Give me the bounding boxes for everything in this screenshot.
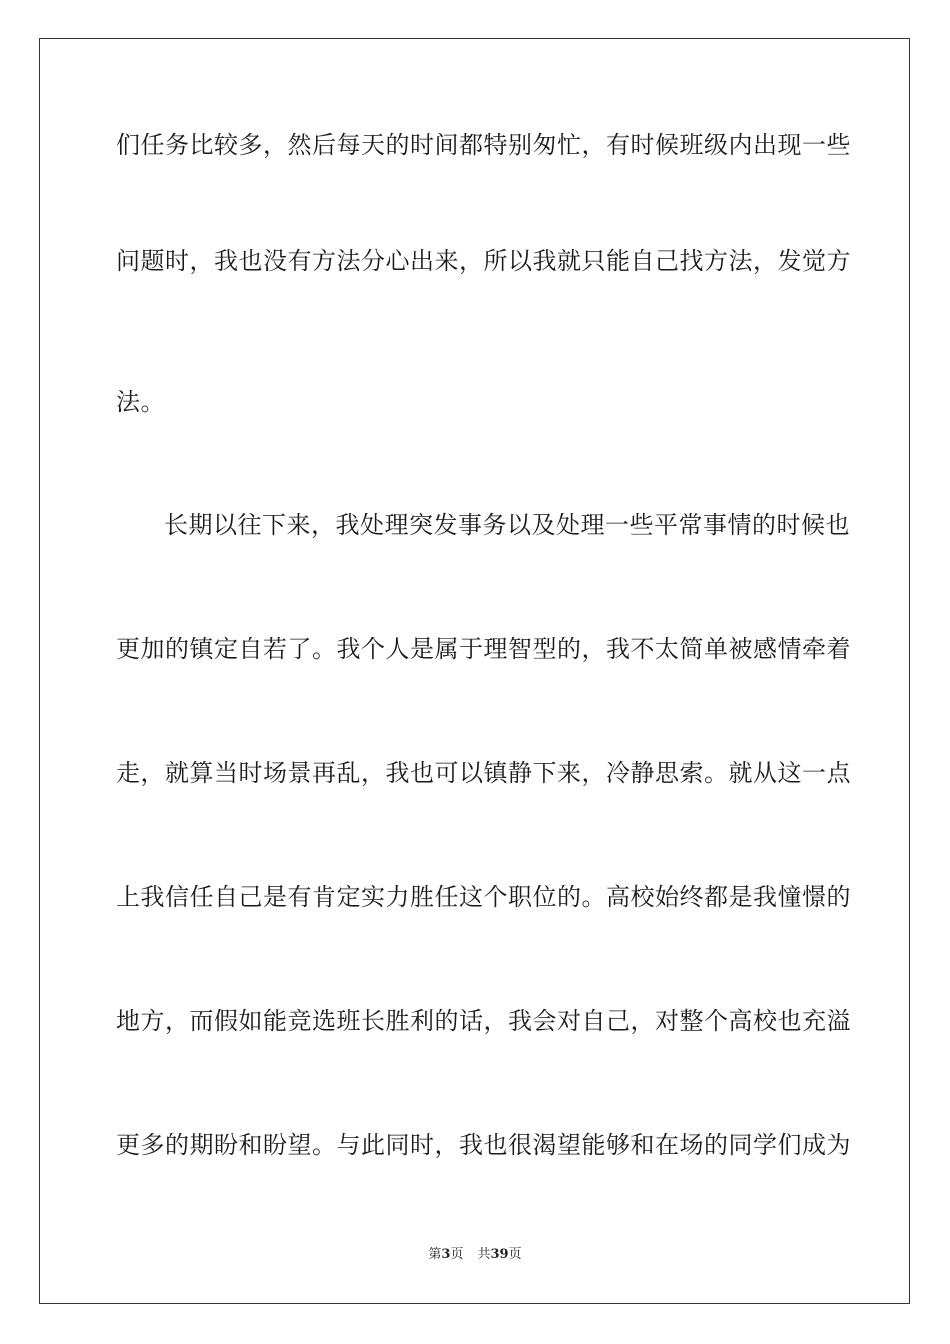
page-prefix: 第 — [428, 1247, 442, 1262]
page-footer — [0, 1247, 950, 1263]
text-line-5: 更加的镇定自若了。我个人是属于理智型的，我不太简单被感情牵着 — [116, 635, 851, 663]
text-line-7: 上我信任自己是有肯定实力胜任这个职位的。高校始终都是我憧憬的 — [116, 883, 851, 911]
total-prefix: 共 — [477, 1247, 491, 1262]
page-border — [39, 38, 910, 1304]
total-pages: 39 — [490, 1247, 509, 1262]
text-line-2: 问题时，我也没有方法分心出来，所以我就只能自己找方法，发觉方 — [116, 247, 851, 275]
text-line-4: 长期以往下来，我处理突发事务以及处理一些平常事情的时候也 — [164, 511, 850, 539]
text-line-9: 更多的期盼和盼望。与此同时，我也很渴望能够和在场的同学们成为 — [116, 1131, 851, 1159]
page-number: 3 — [441, 1247, 451, 1262]
total-suffix: 页 — [508, 1247, 522, 1262]
text-line-1: 们任务比较多，然后每天的时间都特别匆忙，有时候班级内出现一些 — [116, 131, 851, 159]
text-line-8: 地方，而假如能竞选班长胜利的话，我会对自己，对整个高校也充溢 — [116, 1007, 851, 1035]
text-line-6: 走，就算当时场景再乱，我也可以镇静下来，冷静思索。就从这一点 — [116, 759, 851, 787]
page-suffix: 页 — [450, 1247, 464, 1262]
text-line-3: 法。 — [116, 388, 165, 416]
